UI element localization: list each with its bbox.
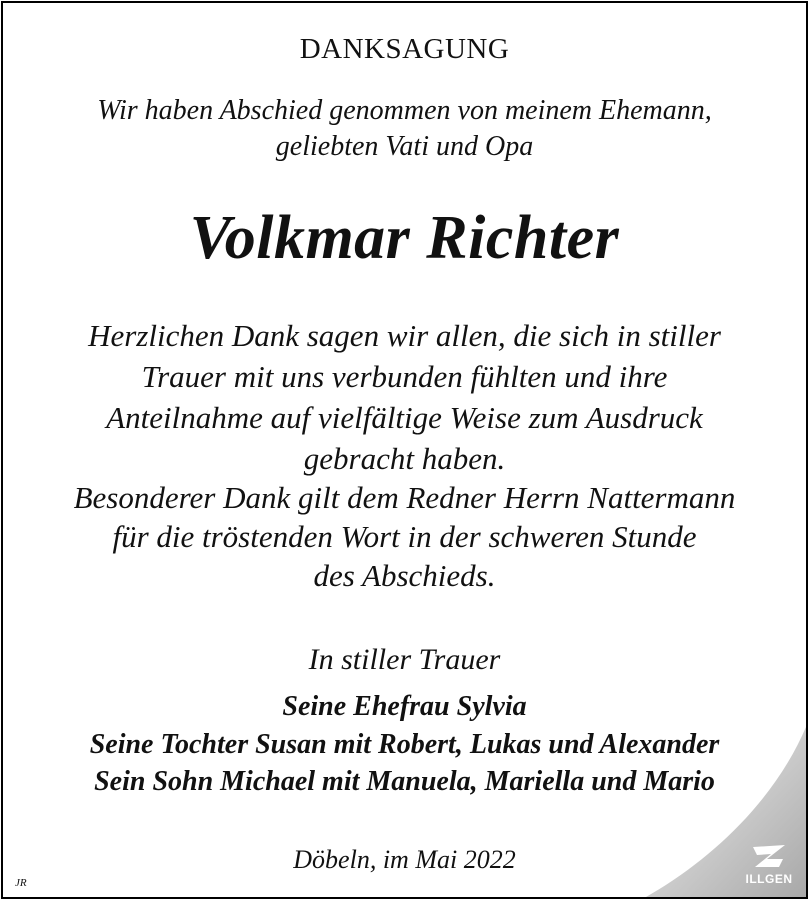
body-line-7: des Abschieds. [313, 558, 496, 593]
body-line-2: Trauer mit uns verbunden fühlten und ihre [141, 359, 668, 394]
body-line-4: gebracht haben. [303, 441, 506, 476]
heading: DANKSAGUNG [299, 33, 510, 65]
family-line-3: Sein Sohn Michael mit Manuela, Mariella und Mario [94, 766, 715, 797]
logo-text: ILLGEN [745, 872, 793, 886]
body-line-1: Herzlichen Dank sagen wir allen, die sich in stiller [88, 318, 721, 353]
body-line-3: Anteilnahme auf vielfältige Weise zum Ausdruck [106, 400, 703, 435]
intro-line-2: geliebten Vati und Opa [275, 131, 534, 162]
obituary-notice [1, 1, 808, 899]
body-line-5: Besonderer Dank gilt dem Redner Herrn Nattermann [73, 480, 736, 515]
place-date: Döbeln, im Mai 2022 [293, 845, 516, 874]
body-line-6: für die tröstenden Wort in der schweren Stunde [112, 519, 697, 554]
deceased-name: Volkmar Richter [189, 204, 620, 272]
family-line-1: Seine Ehefrau Sylvia [282, 691, 527, 722]
closing-line: In stiller Trauer [308, 643, 501, 676]
family-line-2: Seine Tochter Susan mit Robert, Lukas und Alexander [89, 729, 720, 760]
designer-initials: JR [15, 877, 27, 889]
illgen-logo [738, 843, 800, 893]
intro-line-1: Wir haben Abschied genommen von meinem Ehemann, [97, 95, 712, 126]
logo-mark-icon [749, 843, 789, 871]
